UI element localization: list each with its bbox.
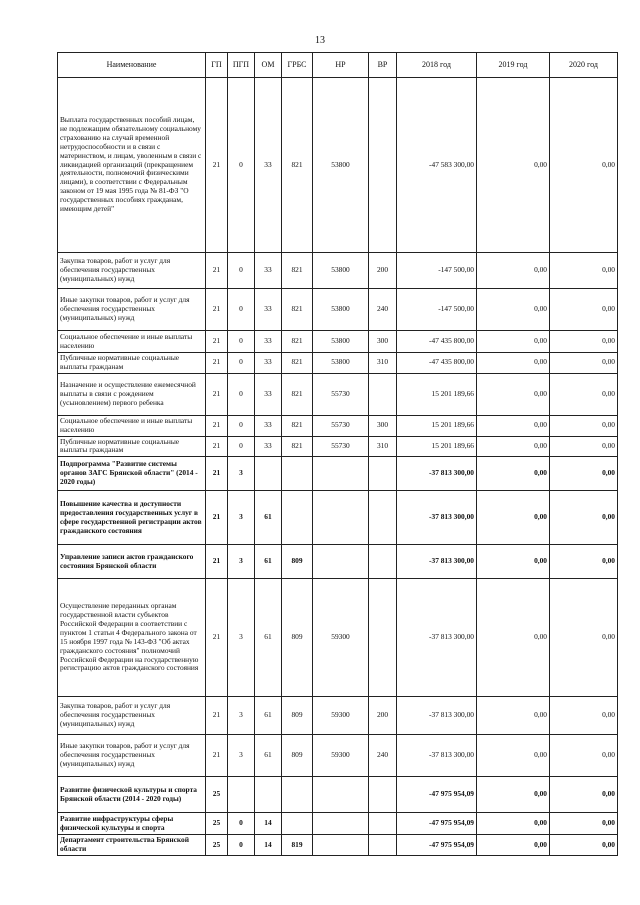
cell-pgp: 0	[228, 373, 255, 415]
cell-grbs: 809	[282, 697, 313, 735]
cell-name: Развитие физической культуры и спорта Брянской области (2014 - 2020 годы)	[58, 777, 206, 813]
cell-vr: 300	[369, 415, 397, 436]
cell-name: Выплата государственных пособий лицам, не подлежащим обязательному социальному страхованию на случай временной нетрудоспособности и в связи с материнством, и лицам, уволенным в связи с ликвидацией организаций (прекращением деятельности, полномочий физическими лицами), в соответствии с Федеральным законом от 19 мая 1995 года № 81-ФЗ "О государственных пособиях гражданам, имеющим детей"	[58, 78, 206, 253]
cell-name: Социальное обеспечение и иные выплаты населению	[58, 415, 206, 436]
cell-pgp: 0	[228, 436, 255, 457]
cell-name: Развитие инфраструктуры сферы физической культуры и спорта	[58, 813, 206, 835]
cell-om	[255, 457, 282, 491]
cell-gp: 25	[206, 777, 228, 813]
cell-y2019: 0,00	[477, 253, 550, 289]
cell-nr: 59300	[313, 735, 369, 777]
cell-y2020: 0,00	[550, 457, 618, 491]
cell-nr	[313, 457, 369, 491]
cell-name: Подпрограмма "Развитие системы органов ЗАГС Брянской области" (2014 - 2020 годы)	[58, 457, 206, 491]
cell-pgp: 0	[228, 289, 255, 331]
cell-gp: 21	[206, 289, 228, 331]
cell-name: Осуществление переданных органам государственной власти субъектов Российской Федерации в соответствии с пунктом 1 статьи 4 Федерального закона от 15 ноября 1997 года № 143-ФЗ "Об актах гражданского состояния" полномочий Российской Федерации на государственную регистрацию актов гражданского состояния	[58, 579, 206, 697]
cell-y2020: 0,00	[550, 545, 618, 579]
cell-y2018: 15 201 189,66	[397, 436, 477, 457]
table-row	[58, 813, 618, 835]
cell-y2020: 0,00	[550, 735, 618, 777]
cell-nr	[313, 545, 369, 579]
table-row	[58, 579, 618, 697]
cell-vr: 310	[369, 353, 397, 374]
cell-name: Назначение и осуществление ежемесячной выплаты в связи с рождением (усыновлением) первого ребенка	[58, 373, 206, 415]
cell-pgp: 3	[228, 735, 255, 777]
header-gp: ГП	[206, 53, 228, 78]
cell-y2018: -47 583 300,00	[397, 78, 477, 253]
cell-pgp: 0	[228, 331, 255, 353]
cell-gp: 25	[206, 813, 228, 835]
cell-y2019: 0,00	[477, 579, 550, 697]
cell-name: Департамент строительства Брянской области	[58, 835, 206, 856]
cell-y2019: 0,00	[477, 457, 550, 491]
cell-om: 61	[255, 735, 282, 777]
cell-grbs: 809	[282, 579, 313, 697]
cell-grbs	[282, 457, 313, 491]
cell-grbs: 821	[282, 415, 313, 436]
cell-pgp	[228, 777, 255, 813]
cell-y2020: 0,00	[550, 835, 618, 856]
cell-om	[255, 777, 282, 813]
cell-nr	[313, 491, 369, 545]
cell-nr: 55730	[313, 415, 369, 436]
cell-vr: 310	[369, 436, 397, 457]
cell-y2018: -37 813 300,00	[397, 545, 477, 579]
cell-grbs: 821	[282, 436, 313, 457]
cell-y2020: 0,00	[550, 491, 618, 545]
cell-om: 33	[255, 353, 282, 374]
table-row	[58, 289, 618, 331]
cell-vr	[369, 491, 397, 545]
header-y2018: 2018 год	[397, 53, 477, 78]
table-row	[58, 78, 618, 253]
cell-y2018: -47 975 954,09	[397, 813, 477, 835]
cell-grbs	[282, 777, 313, 813]
header-y2020: 2020 год	[550, 53, 618, 78]
cell-vr	[369, 78, 397, 253]
cell-y2019: 0,00	[477, 373, 550, 415]
cell-y2020: 0,00	[550, 289, 618, 331]
cell-y2020: 0,00	[550, 436, 618, 457]
cell-name: Иные закупки товаров, работ и услуг для обеспечения государственных (муниципальных) нужд	[58, 289, 206, 331]
header-grbs: ГРБС	[282, 53, 313, 78]
cell-y2020: 0,00	[550, 813, 618, 835]
cell-pgp: 3	[228, 491, 255, 545]
budget-table	[57, 52, 618, 856]
cell-om: 33	[255, 436, 282, 457]
cell-pgp: 0	[228, 353, 255, 374]
cell-nr	[313, 777, 369, 813]
header-pgp: ПГП	[228, 53, 255, 78]
cell-nr: 53800	[313, 78, 369, 253]
header-nr: НР	[313, 53, 369, 78]
table-row	[58, 777, 618, 813]
cell-pgp: 3	[228, 697, 255, 735]
cell-nr: 55730	[313, 373, 369, 415]
cell-grbs	[282, 491, 313, 545]
cell-y2018: -47 435 800,00	[397, 353, 477, 374]
table-row	[58, 373, 618, 415]
cell-gp: 25	[206, 835, 228, 856]
table-header-row	[58, 53, 618, 78]
cell-pgp: 0	[228, 253, 255, 289]
cell-om: 33	[255, 78, 282, 253]
cell-om: 14	[255, 835, 282, 856]
header-y2019: 2019 год	[477, 53, 550, 78]
cell-nr: 53800	[313, 331, 369, 353]
cell-y2019: 0,00	[477, 78, 550, 253]
cell-om: 33	[255, 415, 282, 436]
cell-gp: 21	[206, 331, 228, 353]
cell-y2020: 0,00	[550, 373, 618, 415]
cell-grbs: 809	[282, 735, 313, 777]
cell-name: Повышение качества и доступности предоставления государственных услуг в сфере государственной регистрации актов гражданского состояния	[58, 491, 206, 545]
cell-y2019: 0,00	[477, 415, 550, 436]
cell-vr: 200	[369, 697, 397, 735]
table-row	[58, 835, 618, 856]
cell-y2020: 0,00	[550, 777, 618, 813]
table-row	[58, 545, 618, 579]
cell-y2018: 15 201 189,66	[397, 373, 477, 415]
cell-pgp: 3	[228, 457, 255, 491]
cell-grbs: 821	[282, 289, 313, 331]
cell-om: 61	[255, 545, 282, 579]
cell-vr: 300	[369, 331, 397, 353]
cell-nr: 53800	[313, 253, 369, 289]
cell-y2020: 0,00	[550, 415, 618, 436]
cell-om: 61	[255, 579, 282, 697]
cell-name: Публичные нормативные социальные выплаты гражданам	[58, 353, 206, 374]
cell-name: Социальное обеспечение и иные выплаты населению	[58, 331, 206, 353]
cell-y2020: 0,00	[550, 253, 618, 289]
cell-grbs: 809	[282, 545, 313, 579]
cell-y2018: -37 813 300,00	[397, 579, 477, 697]
cell-pgp: 0	[228, 835, 255, 856]
cell-y2019: 0,00	[477, 813, 550, 835]
cell-y2019: 0,00	[477, 777, 550, 813]
cell-gp: 21	[206, 78, 228, 253]
table-row	[58, 491, 618, 545]
cell-y2018: 15 201 189,66	[397, 415, 477, 436]
cell-gp: 21	[206, 579, 228, 697]
cell-vr	[369, 777, 397, 813]
cell-vr	[369, 835, 397, 856]
cell-name: Закупка товаров, работ и услуг для обеспечения государственных (муниципальных) нужд	[58, 697, 206, 735]
cell-grbs: 821	[282, 331, 313, 353]
cell-pgp: 0	[228, 78, 255, 253]
cell-vr	[369, 545, 397, 579]
header-om: ОМ	[255, 53, 282, 78]
cell-gp: 21	[206, 353, 228, 374]
table-row	[58, 436, 618, 457]
cell-gp: 21	[206, 735, 228, 777]
cell-y2019: 0,00	[477, 436, 550, 457]
cell-y2020: 0,00	[550, 331, 618, 353]
cell-gp: 21	[206, 436, 228, 457]
cell-y2018: -47 975 954,09	[397, 835, 477, 856]
cell-name: Публичные нормативные социальные выплаты гражданам	[58, 436, 206, 457]
cell-y2019: 0,00	[477, 289, 550, 331]
cell-y2018: -37 813 300,00	[397, 457, 477, 491]
cell-y2018: -37 813 300,00	[397, 697, 477, 735]
cell-y2018: -47 435 800,00	[397, 331, 477, 353]
cell-nr: 53800	[313, 289, 369, 331]
cell-grbs: 819	[282, 835, 313, 856]
cell-y2019: 0,00	[477, 835, 550, 856]
cell-gp: 21	[206, 545, 228, 579]
cell-vr: 240	[369, 289, 397, 331]
cell-vr	[369, 373, 397, 415]
cell-y2019: 0,00	[477, 491, 550, 545]
cell-gp: 21	[206, 697, 228, 735]
cell-gp: 21	[206, 491, 228, 545]
header-vr: ВР	[369, 53, 397, 78]
table-row	[58, 331, 618, 353]
cell-pgp: 0	[228, 813, 255, 835]
cell-nr: 59300	[313, 697, 369, 735]
cell-gp: 21	[206, 415, 228, 436]
cell-nr: 55730	[313, 436, 369, 457]
cell-y2019: 0,00	[477, 697, 550, 735]
cell-y2018: -37 813 300,00	[397, 735, 477, 777]
table-row	[58, 735, 618, 777]
cell-y2020: 0,00	[550, 579, 618, 697]
cell-y2018: -37 813 300,00	[397, 491, 477, 545]
page-number: 13	[315, 35, 325, 46]
cell-om: 14	[255, 813, 282, 835]
cell-y2018: -147 500,00	[397, 253, 477, 289]
cell-vr	[369, 813, 397, 835]
cell-gp: 21	[206, 373, 228, 415]
table-row	[58, 353, 618, 374]
table-row	[58, 457, 618, 491]
cell-grbs: 821	[282, 78, 313, 253]
cell-om: 33	[255, 373, 282, 415]
cell-y2019: 0,00	[477, 353, 550, 374]
cell-grbs: 821	[282, 373, 313, 415]
cell-nr	[313, 835, 369, 856]
cell-grbs: 821	[282, 253, 313, 289]
cell-name: Иные закупки товаров, работ и услуг для обеспечения государственных (муниципальных) нужд	[58, 735, 206, 777]
cell-y2018: -147 500,00	[397, 289, 477, 331]
header-name: Наименование	[58, 53, 206, 78]
table-row	[58, 697, 618, 735]
cell-y2020: 0,00	[550, 78, 618, 253]
cell-om: 33	[255, 253, 282, 289]
cell-pgp: 3	[228, 579, 255, 697]
cell-om: 61	[255, 491, 282, 545]
cell-name: Управление записи актов гражданского состояния Брянской области	[58, 545, 206, 579]
cell-om: 61	[255, 697, 282, 735]
cell-vr: 240	[369, 735, 397, 777]
cell-y2020: 0,00	[550, 697, 618, 735]
cell-y2019: 0,00	[477, 331, 550, 353]
cell-om: 33	[255, 331, 282, 353]
cell-vr	[369, 457, 397, 491]
table-row	[58, 253, 618, 289]
cell-vr	[369, 579, 397, 697]
table-body	[58, 78, 618, 856]
cell-om: 33	[255, 289, 282, 331]
cell-pgp: 0	[228, 415, 255, 436]
cell-nr	[313, 813, 369, 835]
cell-y2019: 0,00	[477, 735, 550, 777]
cell-y2020: 0,00	[550, 353, 618, 374]
cell-vr: 200	[369, 253, 397, 289]
cell-grbs	[282, 813, 313, 835]
cell-pgp: 3	[228, 545, 255, 579]
cell-y2018: -47 975 954,09	[397, 777, 477, 813]
cell-gp: 21	[206, 457, 228, 491]
table-row	[58, 415, 618, 436]
cell-nr: 59300	[313, 579, 369, 697]
cell-gp: 21	[206, 253, 228, 289]
cell-name: Закупка товаров, работ и услуг для обеспечения государственных (муниципальных) нужд	[58, 253, 206, 289]
cell-nr: 53800	[313, 353, 369, 374]
cell-y2019: 0,00	[477, 545, 550, 579]
cell-grbs: 821	[282, 353, 313, 374]
